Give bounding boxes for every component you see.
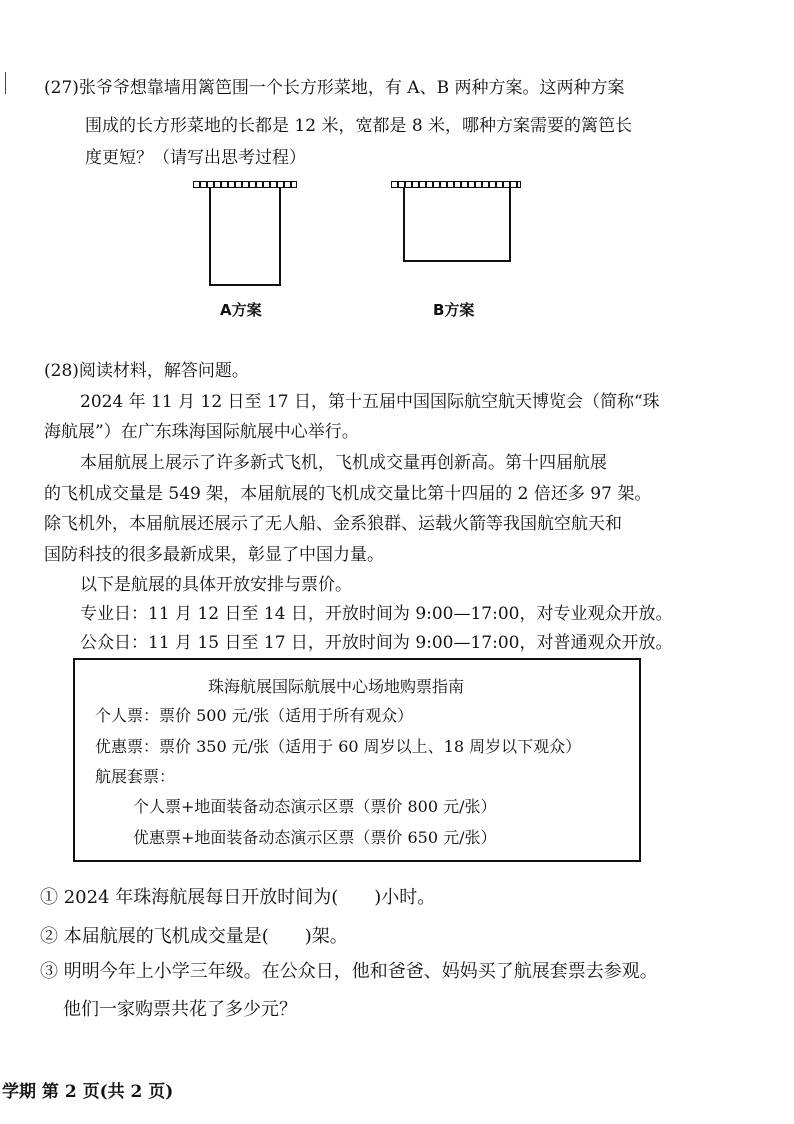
scan-edge-mark: [5, 72, 6, 94]
q27-line-2: 围成的长方形菜地的长都是 12 米，宽都是 8 米，哪种方案需要的篱笆长: [85, 116, 633, 136]
q28-para1-line2: 海航展”）在广东珠海国际航展中心举行。: [44, 422, 359, 442]
q28-para2-line2: 的飞机成交量是 549 架，本届航展的飞机成交量比第十四届的 2 倍还多 97 架。: [44, 484, 652, 504]
sub-question-3-line2: 他们一家购票共花了多少元？: [63, 999, 297, 1020]
plan-a-fence: [209, 188, 281, 286]
ticket-guide-title: 珠海航展国际航展中心场地购票指南: [208, 677, 465, 696]
ticket-package-individual: 个人票+地面装备动态演示区票（票价 800 元/张）: [133, 797, 497, 816]
ticket-discount: 优惠票：票价 350 元/张（适用于 60 周岁以上、18 周岁以下观众）: [95, 737, 582, 756]
q28-para1-line1: 2024 年 11 月 12 日至 17 日，第十五届中国国际航空航天博览会（简称“珠: [80, 392, 660, 412]
q28-para2-line1: 本届航展上展示了许多新式飞机，飞机成交量再创新高。第十四届航展: [80, 453, 607, 473]
plan-a-label: A方案: [220, 301, 262, 319]
q28-title: (28)阅读材料，解答问题。: [44, 361, 249, 381]
page-footer: 学期 第 2 页(共 2 页): [2, 1082, 174, 1102]
ticket-individual: 个人票：票价 500 元/张（适用于所有观众）: [95, 706, 414, 725]
ticket-package-discount: 优惠票+地面装备动态演示区票（票价 650 元/张）: [133, 828, 497, 847]
plan-b-label: B方案: [433, 301, 475, 319]
sub-question-2: ② 本届航展的飞机成交量是( )架。: [40, 926, 348, 947]
plan-b-fence: [403, 188, 511, 262]
ticket-package-heading: 航展套票：: [95, 767, 176, 786]
plan-a-wall: [193, 181, 297, 188]
q28-professional-days: 专业日：11 月 12 日至 14 日，开放时间为 9:00—17:00，对专业观众开放。: [80, 604, 673, 624]
q28-para3: 以下是航展的具体开放安排与票价。: [80, 575, 352, 595]
q27-line-1: (27)张爷爷想靠墙用篱笆围一个长方形菜地，有 A、B 两种方案。这两种方案: [44, 78, 625, 98]
q27-line-3: 度更短？（请写出思考过程）: [85, 148, 306, 168]
q28-para2-line3: 除飞机外，本届航展还展示了无人船、金系狼群、运载火箭等我国航空航天和: [44, 514, 622, 534]
q28-para2-line4: 国防科技的很多最新成果，彰显了中国力量。: [44, 545, 384, 565]
sub-question-1: ① 2024 年珠海航展每日开放时间为( )小时。: [40, 887, 436, 908]
q28-public-days: 公众日：11 月 15 日至 17 日，开放时间为 9:00—17:00，对普通观众开放。: [80, 633, 673, 653]
plan-b-wall: [391, 181, 521, 188]
sub-question-3-line1: ③ 明明今年上小学三年级。在公众日，他和爸爸、妈妈买了航展套票去参观。: [40, 961, 658, 982]
